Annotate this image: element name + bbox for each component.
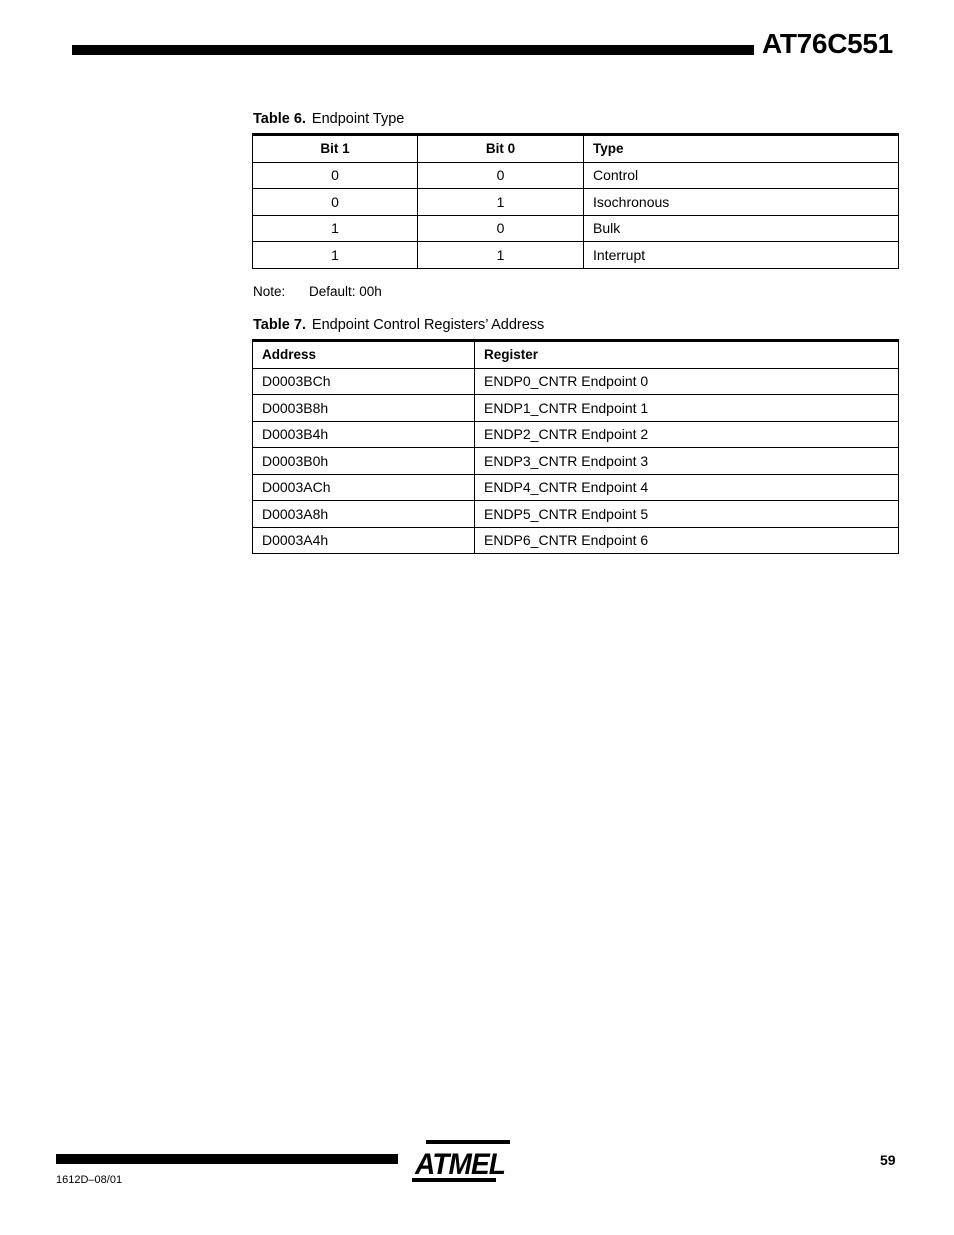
table-cell: ENDP1_CNTR Endpoint 1 (475, 395, 899, 422)
table-cell: D0003ACh (253, 474, 475, 501)
table-row (253, 527, 899, 554)
table-cell: 1 (418, 189, 584, 216)
table-cell: Isochronous (584, 189, 899, 216)
endpoint-control-registers-table (252, 339, 899, 554)
table-cell: 0 (253, 189, 418, 216)
table-row (253, 242, 899, 269)
footer-rule (56, 1154, 398, 1164)
table6-col-bit1: Bit 1 (253, 135, 418, 163)
table-row (253, 215, 899, 242)
table7-col-register: Register (475, 341, 899, 369)
table-cell: Control (584, 162, 899, 189)
table-cell: 1 (253, 215, 418, 242)
table-cell: D0003B4h (253, 421, 475, 448)
table7-title: Endpoint Control Registers’ Address (311, 317, 545, 333)
table-cell: ENDP6_CNTR Endpoint 6 (475, 527, 899, 554)
table6-col-type: Type (584, 135, 899, 163)
table-cell: D0003A8h (253, 501, 475, 528)
table-cell: D0003A4h (253, 527, 475, 554)
table-cell: ENDP3_CNTR Endpoint 3 (475, 448, 899, 475)
note-text: Default: 00h (309, 284, 382, 299)
table7-col-address: Address (253, 341, 475, 369)
table-row (253, 395, 899, 422)
table-cell: D0003BCh (253, 368, 475, 395)
table6-label: Table 6. (253, 111, 306, 127)
table-cell: 1 (253, 242, 418, 269)
document-code: 1612D–08/01 (56, 1174, 123, 1186)
table7-label: Table 7. (253, 317, 306, 333)
table-cell: D0003B0h (253, 448, 475, 475)
page-title: AT76C551 (762, 28, 893, 59)
note-label: Note: (253, 284, 286, 299)
table-row (253, 162, 899, 189)
table-cell: 0 (253, 162, 418, 189)
table-cell: ENDP4_CNTR Endpoint 4 (475, 474, 899, 501)
table-row (253, 501, 899, 528)
table-row (253, 448, 899, 475)
table-header-row (253, 135, 899, 163)
table-cell: 0 (418, 215, 584, 242)
endpoint-type-table (252, 133, 899, 269)
table-header-row (253, 341, 899, 369)
table-row (253, 474, 899, 501)
table-cell: Interrupt (584, 242, 899, 269)
page-number: 59 (880, 1152, 896, 1168)
table-cell: ENDP5_CNTR Endpoint 5 (475, 501, 899, 528)
table-cell: 1 (418, 242, 584, 269)
table6-caption (253, 112, 404, 127)
table-cell: ENDP0_CNTR Endpoint 0 (475, 368, 899, 395)
table-row (253, 189, 899, 216)
table-cell: Bulk (584, 215, 899, 242)
table6-title: Endpoint Type (311, 111, 405, 127)
table-cell: D0003B8h (253, 395, 475, 422)
atmel-logo-icon (412, 1138, 510, 1184)
table-cell: 0 (418, 162, 584, 189)
header-rule (72, 45, 754, 55)
table-row (253, 368, 899, 395)
table-cell: ENDP2_CNTR Endpoint 2 (475, 421, 899, 448)
table6-col-bit0: Bit 0 (418, 135, 584, 163)
table6-note (253, 285, 382, 299)
table-row (253, 421, 899, 448)
table7-caption (253, 318, 544, 333)
svg-text:ATMEL: ATMEL (414, 1148, 505, 1181)
